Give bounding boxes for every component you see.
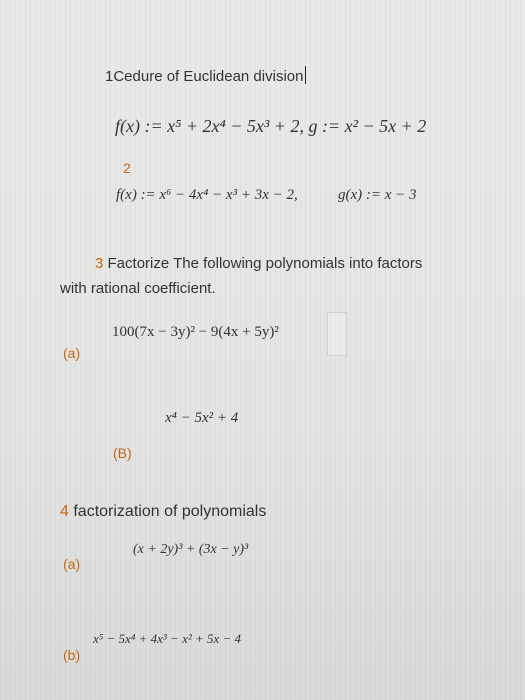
- section-4-heading: [60, 503, 266, 521]
- section-4b-expression: x⁵ − 5x⁴ + 4x³ − x² + 5x − 4: [93, 631, 242, 646]
- section-3b-label: (B): [113, 445, 132, 461]
- section-2-g-definition: g(x) := x − 3: [338, 187, 417, 203]
- section-4a-expression: (x + 2y)³ + (3x − y)³: [133, 542, 249, 557]
- section-3-title-line-1: Factorize The following polynomials into factors: [107, 255, 423, 272]
- section-1-heading: [105, 66, 306, 85]
- section-1-number: 1: [105, 68, 114, 85]
- section-1-title: Cedure of Euclidean division: [113, 68, 304, 85]
- section-1-expression: f(x) := x⁵ + 2x⁴ − 5x³ + 2, g := x² − 5x + 2: [115, 116, 427, 136]
- section-4b-label: (b): [63, 647, 81, 663]
- section-3b-expression: x⁴ − 5x² + 4: [165, 410, 239, 426]
- section-4-title: factorization of polynomials: [73, 503, 267, 520]
- section-3-number: 3: [95, 255, 104, 272]
- section-2-f-definition: f(x) := x⁶ − 4x⁴ − x³ + 3x − 2,: [116, 187, 298, 203]
- section-2-number: 2: [123, 160, 131, 176]
- section-3-heading-line-1: [95, 255, 422, 272]
- section-3a-expression: 100(7x − 3y)² − 9(4x + 5y)²: [112, 324, 279, 340]
- section-4a-label: (a): [63, 556, 81, 572]
- section-3a-label: (a): [63, 345, 81, 361]
- equation-placeholder-box: [327, 312, 347, 356]
- section-4-number: 4: [60, 503, 69, 520]
- section-3-title-line-2: with rational coefficient.: [60, 280, 216, 297]
- text-cursor: [305, 66, 306, 84]
